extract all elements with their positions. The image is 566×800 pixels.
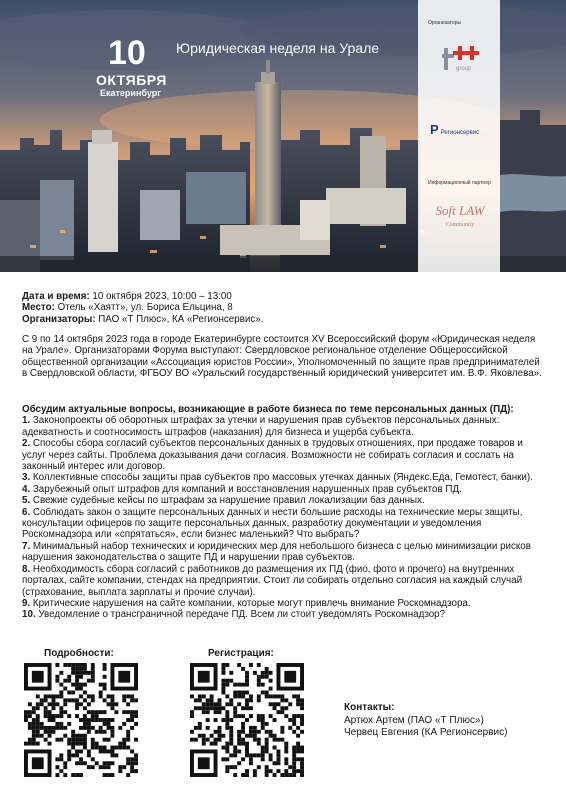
- contacts-block: [344, 702, 507, 740]
- info-partner-label: Информационный партнер: [428, 180, 491, 186]
- contacts-label: Контакты:: [344, 702, 395, 713]
- list-item: 7. Минимальный набор технических и юридических мер для небольшого бизнеса с целью минимизации рисков нарушения законодательства о защите ПД и нарушении прав субъектов.: [22, 540, 531, 564]
- partners-panel: [418, 0, 500, 272]
- intro-paragraph: С 9 по 14 октября 2023 года в городе Екатеринбурге состоится XV Всероссийский форум «Юридическая неделя на Урале». Организаторами Форума выступают: Свердловское региональное отделение Общероссийской общественной организации «Ассоциация юристов России», Уполномоченный по защите прав предпринимателей в Свердловской области, ФГБОУ ВО «Уральский государственный юридический университет им. В.Ф. Яковлева».: [22, 334, 542, 380]
- datetime-value: 10 октября 2023, 10:00 – 13:00: [89, 291, 232, 302]
- list-item: 1. Законопроекты об оборотных штрафах за утечки и нарушения прав субъектов персональных данных: адекватность и соотносимость штрафов (наказания) для бизнеса и ущерба субъекта.: [22, 415, 500, 438]
- datetime-label: Дата и время:: [22, 291, 90, 302]
- list-item: 9. Критические нарушения на сайте компании, которые могут привлечь внимание Роскомнадзора.: [22, 597, 471, 609]
- organizers-label-text: Организаторы:: [22, 313, 96, 325]
- contact-person-2: Червец Евгения (КА Регионсервис): [344, 727, 508, 738]
- event-date-day: 10: [108, 34, 146, 72]
- list-item: 10. Уведомление о трансграничной передаче ПД. Всем ли стоит уведомлять Роскомнадзор?: [22, 609, 446, 621]
- registration-qr-code-icon[interactable]: [190, 663, 304, 777]
- event-info: [22, 291, 546, 325]
- event-city: Екатеринбург: [100, 88, 161, 98]
- event-banner: [0, 0, 566, 272]
- datetime-line: [22, 291, 546, 302]
- topics-heading: Обсудим актуальные вопросы, возникающие в работе бизнеса по теме персональных данных (ПД):: [22, 404, 514, 415]
- topics-list: [22, 415, 546, 620]
- softlaw-logo: [434, 204, 486, 232]
- list-item: 4. Зарубежный опыт штрафов для компаний и восстановления нарушенных прав субъектов ПД.: [22, 483, 462, 495]
- details-qr-code-icon[interactable]: [24, 663, 138, 777]
- registration-label: Регистрация:: [208, 648, 274, 659]
- details-label: Подробности:: [44, 648, 114, 659]
- list-item: 2. Способы сбора согласий субъектов персональных данных в трудовых отношениях, при продаже товаров и услуг через сайты. Проблема доказывания дачи согласия. Возможности не собирать согласия и сослать на законный интерес или договор.: [22, 438, 523, 473]
- tplus-logo-text: group: [456, 66, 472, 72]
- regionservis-logo-icon: P Регионсервис: [430, 122, 480, 137]
- event-date-month: ОКТЯБРЯ: [96, 72, 167, 88]
- tplus-logo-icon: [442, 44, 484, 80]
- regionservis-logo-text: Регионсервис: [440, 130, 480, 136]
- list-item: 8. Необходимость сбора согласий с работников до размещения их ПД (фио, фото и прочего) на внутренних порталах, сайте компании, стендах на предприятии. Стоит ли собирать отдельно согласия на каждый случай (страхование, выплата зарплаты и прочие случаи).: [22, 563, 523, 598]
- softlaw-logo-sub: Community: [445, 222, 475, 228]
- organizers-label: Организаторы: [428, 20, 462, 26]
- list-item: 3. Коллективные способы защиты прав субъектов про массовых утечках данных (Яндекс.Еда, Гемотест, банки).: [22, 472, 533, 484]
- organizers-value: ПАО «Т Плюс», КА «Регионсервис».: [95, 313, 264, 325]
- softlaw-logo-text: Soft LAW: [435, 203, 485, 218]
- list-item: 5. Свежие судебные кейсы по штрафам за нарушение правил локализации баз данных.: [22, 495, 425, 507]
- place-line: [22, 302, 546, 313]
- event-title: Юридическая неделя на Урале: [176, 40, 380, 56]
- place-value: Отель «Хаятт», ул. Бориса Ельцина, 8: [54, 302, 233, 314]
- list-item: 6. Соблюдать закон о защите персональных данных и нести большие расходы на технические меры защиты, консультации офицеров по защите персональных данных, разработку документации и уведомления Роскомнадзора или «спрятаться», если бизнес маленький? Что выбрать?: [22, 506, 523, 541]
- topics-section: [22, 404, 546, 621]
- place-label: Место:: [22, 302, 55, 314]
- contact-person-1: Артюх Артем (ПАО «Т Плюс»): [344, 714, 484, 726]
- organizers-line: [22, 314, 546, 325]
